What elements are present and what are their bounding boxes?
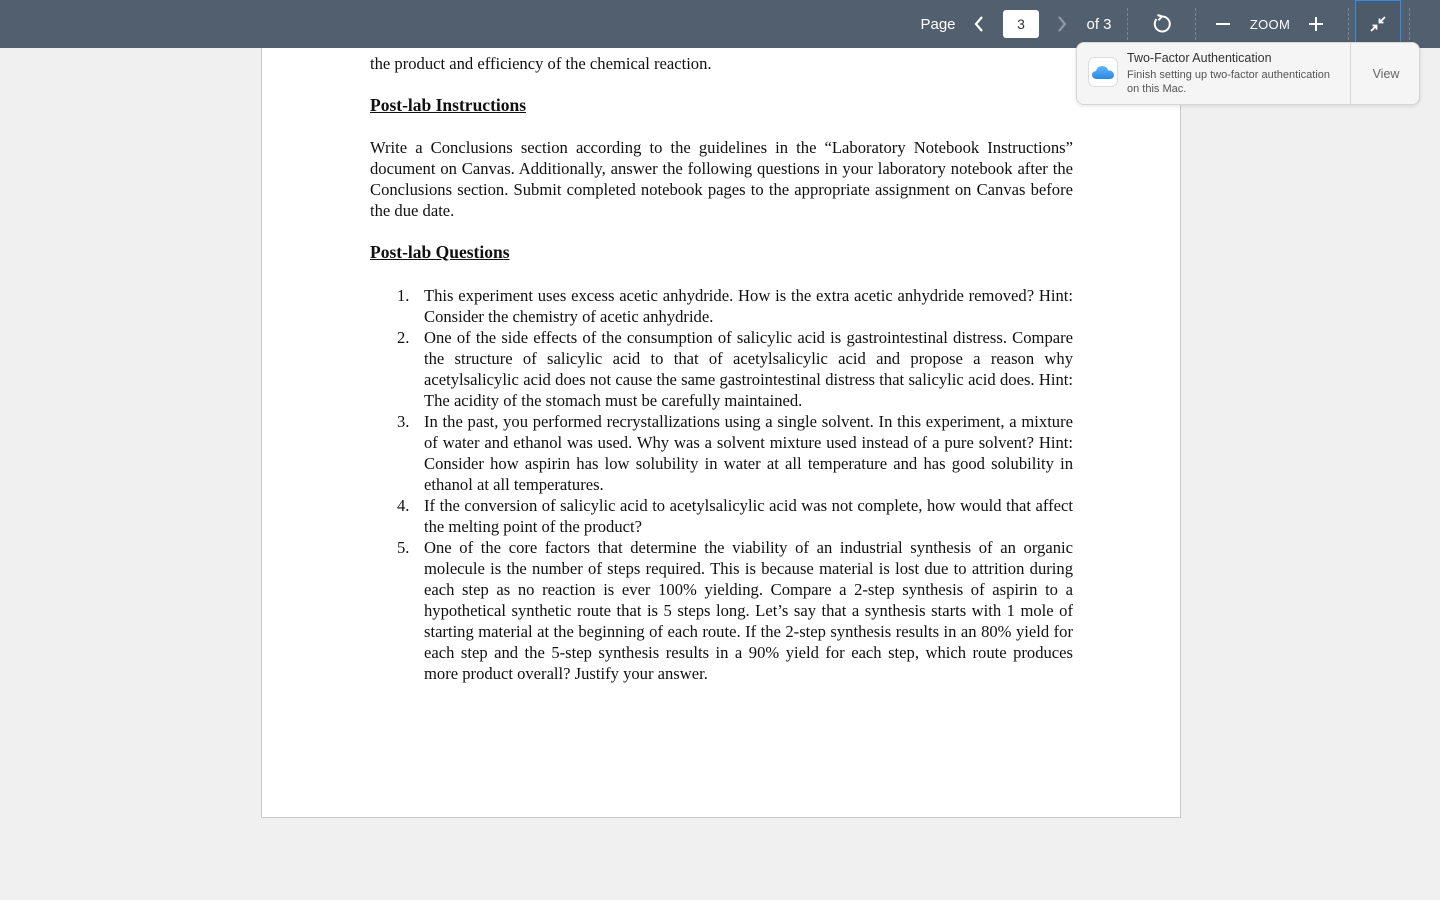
zoom-in-button[interactable] (1302, 0, 1330, 48)
question-item (370, 537, 1073, 684)
question-item (370, 327, 1073, 411)
question-item (370, 411, 1073, 495)
page-label-text: Page (920, 15, 956, 33)
question-text: This experiment uses excess acetic anhydride. How is the extra acetic anhydride removed? Hint: Consider the chemistry of acetic anhydride. (424, 286, 1073, 326)
document-page (261, 40, 1181, 818)
rotate-button[interactable] (1146, 0, 1178, 48)
chevron-left-icon (973, 15, 985, 33)
document-content (370, 41, 1073, 684)
exit-fullscreen-button[interactable] (1355, 0, 1401, 48)
notification-body: Finish setting up two-factor authentication on this Mac. (1127, 69, 1331, 95)
toolbar-separator (1127, 8, 1128, 40)
page-count (1082, 0, 1116, 48)
questions-list (370, 285, 1073, 684)
question-text: One of the core factors that determine the viability of an industrial synthesis of an organic molecule is the number of steps required. This is because material is lost due to attrition during each step as no reaction is ever 100% yielding. Compare a 2-step synthesis of aspirin to a hypothetical synthetic route that is 5 steps long. Let’s say that a synthesis starts with 1 mole of starting material at the beginning of each route. If the 2-step synthesis results in an 80% yield for each step and the 5-step synthesis results in a 90% yield for each step, which route produces more product overall? Justify your answer. (424, 538, 1073, 683)
page-label (916, 0, 960, 48)
viewer-toolbar (0, 0, 1440, 48)
postlab-instructions-heading: Post-lab Instructions (370, 95, 527, 115)
zoom-label-text: ZOOM (1249, 16, 1291, 32)
page-count-text: of 3 (1086, 15, 1112, 33)
icloud-icon (1088, 57, 1118, 87)
question-item (370, 495, 1073, 537)
next-page-button[interactable] (1050, 0, 1074, 48)
notification-view-button[interactable]: View (1372, 66, 1400, 81)
postlab-questions-heading: Post-lab Questions (370, 242, 510, 262)
chevron-right-icon (1056, 15, 1068, 33)
question-text: If the conversion of salicylic acid to acetylsalicylic acid was not complete, how would that affect the melting point of the product? (424, 496, 1073, 536)
question-text: One of the side effects of the consumption of salicylic acid is gastrointestinal distress. Compare the structure of salicylic acid to that of acetylsalicylic acid and propose a reason why acetylsalicylic acid does not cause the same gastrointestinal distress that salicylic acid does. Hint: The acidity of the stomach must be carefully maintained. (424, 328, 1073, 410)
zoom-out-button[interactable] (1210, 0, 1236, 48)
question-number: 5. (397, 538, 410, 557)
plus-icon (1308, 16, 1324, 32)
toolbar-separator (1195, 8, 1196, 40)
intro-tail-text: the product and efficiency of the chemical reaction. (370, 54, 712, 73)
toolbar-separator (1348, 8, 1349, 40)
collapse-arrows-icon (1369, 15, 1387, 33)
page-number-input[interactable]: 3 (1003, 10, 1039, 38)
question-number: 3. (397, 412, 410, 431)
question-item (370, 285, 1073, 327)
notification-title: Two-Factor Authentication (1127, 51, 1272, 65)
question-text: In the past, you performed recrystallizations using a single solvent. In this experiment, a mixture of water and ethanol was used. Why was a solvent mixture used instead of a pure solvent? Hint: Consider how aspirin has low solubility in water at all temperature and has good solubility in ethanol at all temperatures. (424, 412, 1073, 494)
minus-icon (1215, 16, 1231, 32)
question-number: 1. (397, 286, 410, 305)
zoom-label (1246, 0, 1294, 48)
two-factor-notification[interactable] (1076, 42, 1420, 105)
question-number: 4. (397, 496, 410, 515)
question-number: 2. (397, 328, 410, 347)
prev-page-button[interactable] (966, 0, 992, 48)
toolbar-separator (1409, 8, 1410, 40)
postlab-instructions-text: Write a Conclusions section according to the guidelines in the “Laboratory Notebook Instructions” document on Canvas. Additionally, answer the following questions in your laboratory notebook after the Conclusions section. Submit completed notebook pages to the appropriate assignment on Canvas before the due date. (370, 138, 1073, 220)
rotate-icon (1151, 13, 1173, 35)
